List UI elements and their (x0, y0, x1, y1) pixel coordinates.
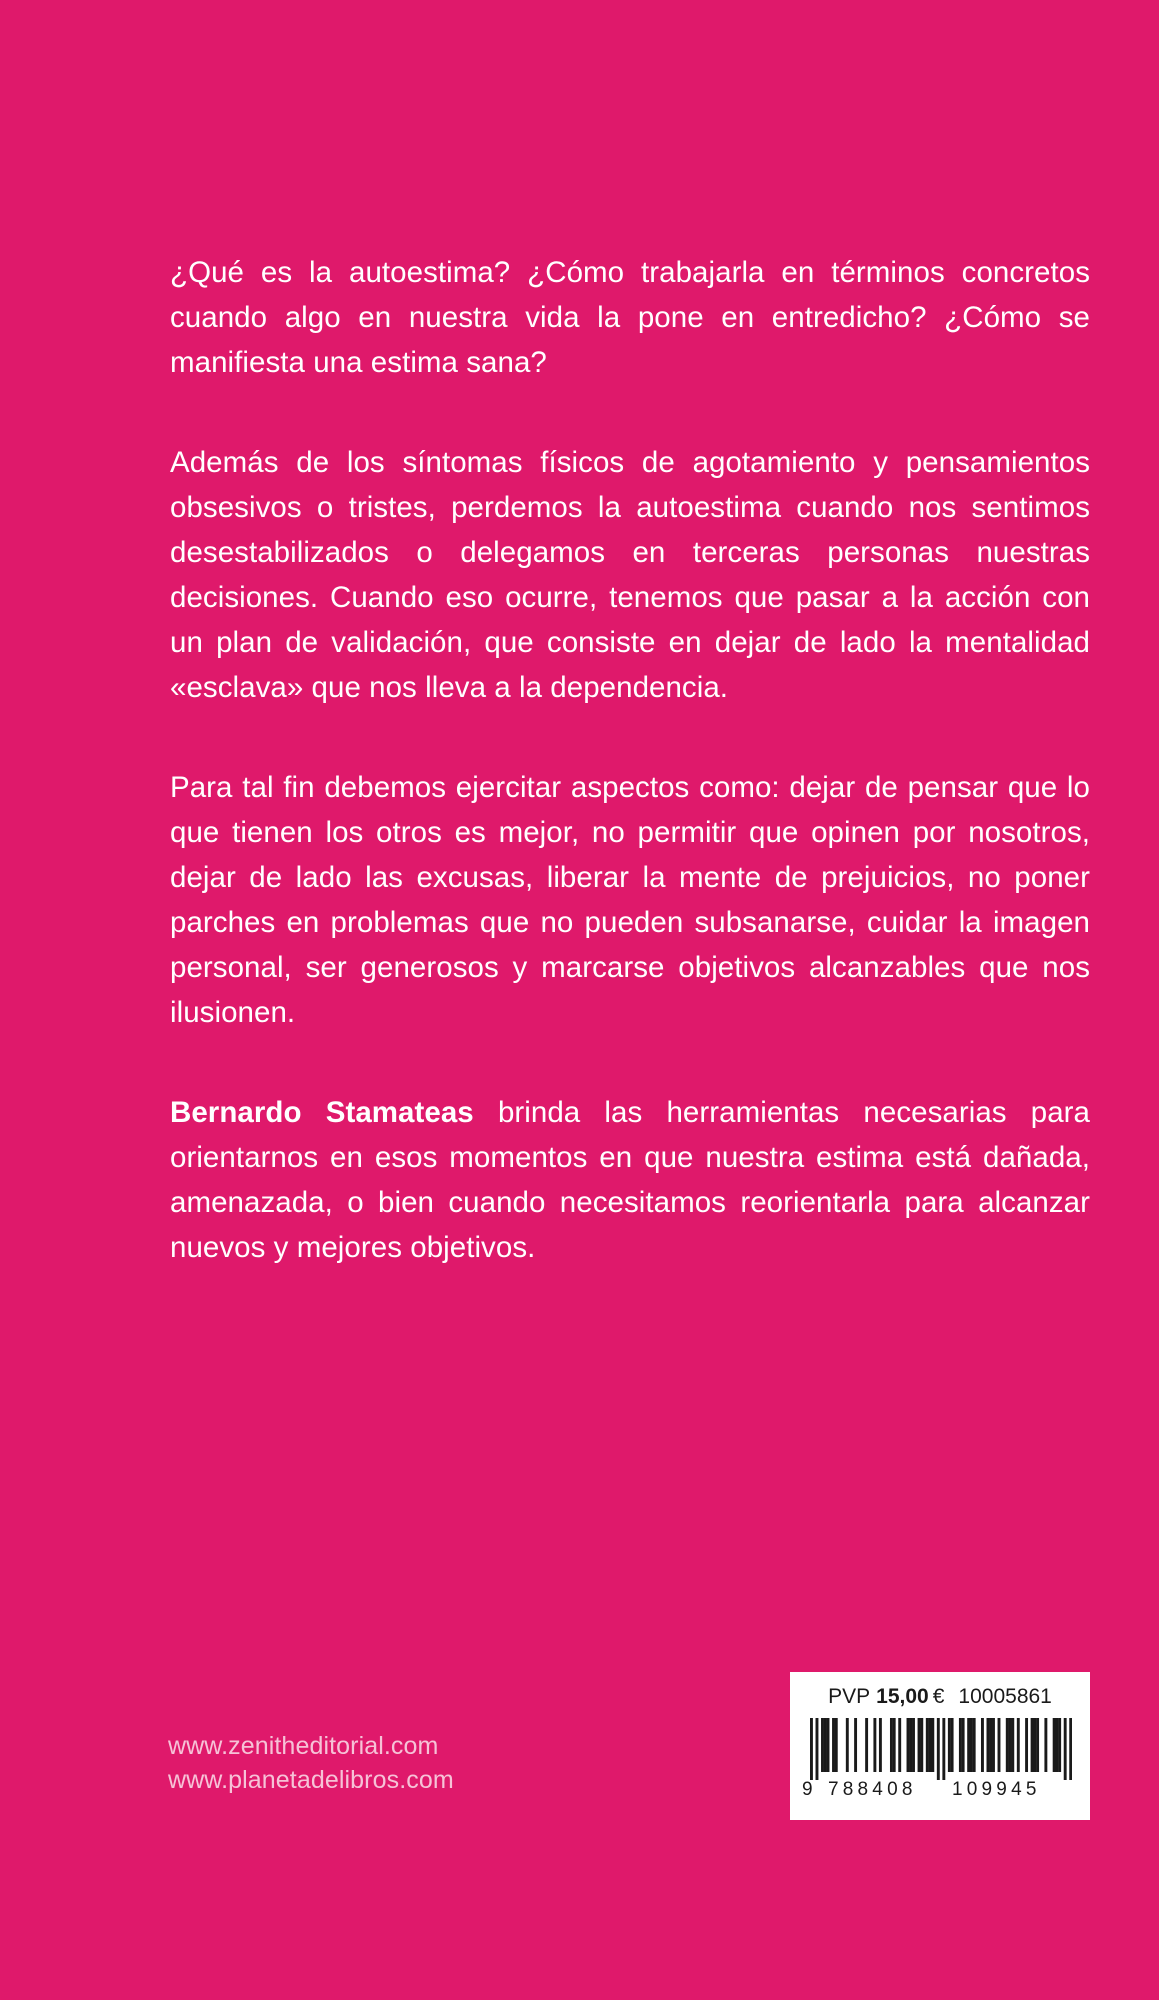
barcode-bars (810, 1718, 1072, 1780)
barcode-bar (1044, 1718, 1047, 1772)
barcode-bar (912, 1718, 915, 1772)
barcode-bar (937, 1718, 940, 1780)
publisher-websites (168, 1729, 454, 1797)
barcode-bar (942, 1718, 945, 1780)
barcode-bar (865, 1718, 868, 1772)
barcode-bar (1017, 1718, 1020, 1772)
barcode-bar (989, 1718, 992, 1772)
barcode-bar (879, 1718, 882, 1772)
barcode-bar (893, 1718, 896, 1772)
barcode-bar (827, 1718, 830, 1772)
website-planeta: www.planetadelibros.com (168, 1766, 454, 1794)
barcode-bar (929, 1718, 932, 1772)
barcode-bar (907, 1718, 910, 1772)
barcode-bar (1025, 1718, 1028, 1772)
barcode-bar (992, 1718, 995, 1772)
barcode-bar (1055, 1718, 1058, 1772)
barcode-bar (854, 1718, 857, 1772)
barcode-bar (967, 1718, 970, 1772)
blurb-paragraph-4-rest: brinda las herramientas necesarias para orientarnos en esos momentos en que nuestra estima está dañada, amenazada, o bien cuando necesitamos reorientarla para alcanzar nuevos y mejores objetivos. (170, 1096, 1090, 1264)
barcode-bar (920, 1718, 923, 1772)
product-code: 10005861 (958, 1685, 1052, 1708)
barcode-bar (1058, 1718, 1061, 1772)
barcode-bar (832, 1718, 835, 1772)
barcode-bar (835, 1718, 838, 1772)
barcode-bar (1064, 1718, 1067, 1780)
barcode-bar (898, 1718, 901, 1772)
price-value: 15,00 (876, 1685, 929, 1708)
currency-symbol: € (932, 1685, 945, 1708)
barcode-bar (1033, 1718, 1036, 1772)
barcode-bar (970, 1718, 973, 1772)
barcode-bar (948, 1718, 951, 1772)
barcode-bar (821, 1718, 824, 1772)
barcode-bar (1011, 1718, 1014, 1772)
barcode-bar (816, 1718, 819, 1780)
barcode-bar (918, 1718, 921, 1772)
barcode-bar (810, 1718, 813, 1780)
isbn-first-digit: 9 (802, 1779, 813, 1800)
isbn-group-1: 788408 (828, 1779, 917, 1800)
pvp-label: PVP (828, 1685, 871, 1708)
barcode-bar (1006, 1718, 1009, 1772)
blurb-paragraph-4 (170, 1090, 1090, 1270)
barcode-bar (873, 1718, 876, 1772)
barcode-bar (962, 1718, 965, 1772)
barcode-bar (987, 1718, 990, 1772)
price-line (790, 1684, 1090, 1710)
isbn-group-2: 109945 (952, 1779, 1041, 1800)
barcode-bar (890, 1718, 893, 1772)
blurb-paragraph-1: ¿Qué es la autoestima? ¿Cómo trabajarla en términos concretos cuando algo en nuestra vida la pone en entredicho? ¿Cómo se manifiesta una estima sana? (170, 256, 1090, 379)
blurb-text (170, 250, 1090, 1325)
barcode-bar (998, 1718, 1001, 1772)
barcode-bar (824, 1718, 827, 1772)
barcode-bar (981, 1718, 984, 1772)
barcode-bar (1036, 1718, 1039, 1772)
barcode-bar (1069, 1718, 1072, 1780)
barcode-bar (959, 1718, 962, 1772)
barcode-bar (951, 1718, 954, 1772)
barcode-bar (973, 1718, 976, 1772)
website-zenith: www.zenitheditorial.com (168, 1732, 439, 1760)
blurb-paragraph-3: Para tal fin debemos ejercitar aspectos como: dejar de pensar que lo que tienen los otros es mejor, no permitir que opinen por nosotros, dejar de lado las excusas, liberar la mente de prejuicios, no poner parches en problemas que no pueden subsanarse, cuidar la imagen personal, ser generosos y marcarse objetivos alcanzables que nos ilusionen. (170, 771, 1090, 1029)
barcode-bar (931, 1718, 934, 1772)
barcode-bar (1031, 1718, 1034, 1772)
barcode-bar (926, 1718, 929, 1772)
author-name: Bernardo Stamateas (170, 1096, 474, 1129)
barcode-bar (909, 1718, 912, 1772)
blurb-paragraph-2: Además de los síntomas físicos de agotamiento y pensamientos obsesivos o tristes, perdemos la autoestima cuando nos sentimos desestabilizados o delegamos en terceras personas nuestras decisiones. Cuando eso ocurre, tenemos que pasar a la acción con un plan de validación, que consiste en dejar de lado la mentalidad «esclava» que nos lleva a la dependencia. (170, 446, 1090, 704)
barcode-bar (1009, 1718, 1012, 1772)
barcode-label (790, 1672, 1090, 1820)
barcode-bar (1053, 1718, 1056, 1772)
barcode-bar (846, 1718, 849, 1772)
